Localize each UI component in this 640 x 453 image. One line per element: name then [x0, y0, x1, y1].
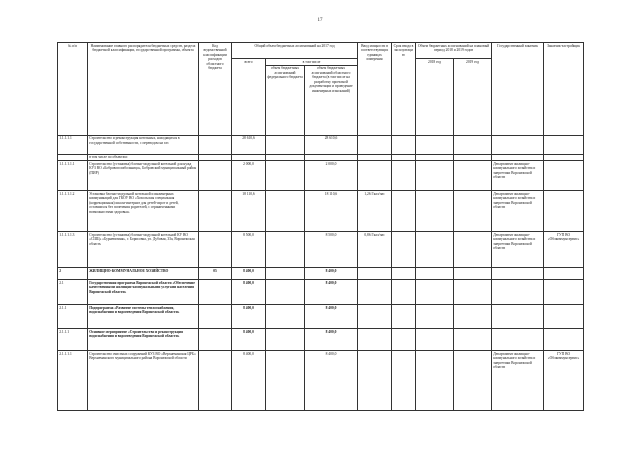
table-row — [58, 161, 584, 191]
table-header — [58, 43, 584, 136]
cell-code — [199, 191, 232, 232]
cell-all: 8 400,0 — [232, 268, 266, 280]
cell-customer — [492, 280, 544, 305]
table-body — [58, 135, 584, 411]
cell-2018 — [416, 154, 454, 161]
cell-capacity — [358, 161, 392, 191]
cell-term — [392, 280, 416, 305]
cell-builder — [544, 135, 584, 154]
cell-fed — [266, 268, 305, 280]
cell-all: 8 400,0 — [232, 280, 266, 305]
cell-builder — [544, 268, 584, 280]
cell-2018 — [416, 268, 454, 280]
cell-code — [199, 154, 232, 161]
header-builder: Заказчик-застройщик — [544, 43, 584, 136]
cell-fed — [266, 329, 305, 351]
table-row — [58, 280, 584, 305]
cell-2019 — [454, 329, 492, 351]
cell-2019 — [454, 191, 492, 232]
cell-capacity — [358, 351, 392, 411]
cell-fed — [266, 351, 305, 411]
cell-2019 — [454, 280, 492, 305]
cell-fed — [266, 135, 305, 154]
cell-builder — [544, 280, 584, 305]
header-obl: объем бюджетных ассигнований областного бюджета (в том числе на разработку проектной документации и проведение инженерных изысканий) — [305, 65, 358, 135]
cell-name: Строительство (установка) блочно-модульной котельной для нужд КУЗ ВО «Бобровопсихбольница», Бобровский муниципальный район (ПИР) — [88, 161, 199, 191]
table-row — [58, 191, 584, 232]
cell-capacity — [358, 135, 392, 154]
cell-2018 — [416, 191, 454, 232]
cell-obl: 8 400,0 — [305, 305, 358, 329]
cell-obl: 2 000,0 — [305, 161, 358, 191]
cell-customer — [492, 268, 544, 280]
cell-customer: Департамент жилищно-коммунального хозяйства и энергетики Воронежской области — [492, 191, 544, 232]
cell-builder: ГУП ВО «Облкоммунсервис» — [544, 351, 584, 411]
header-incl: в том числе — [266, 59, 358, 66]
cell-code — [199, 280, 232, 305]
cell-2019 — [454, 135, 492, 154]
cell-2019 — [454, 351, 492, 411]
cell-2018 — [416, 161, 454, 191]
cell-num: 1.1.1.1.1 — [58, 135, 88, 154]
cell-name: ЖИЛИЩНО-КОММУНАЛЬНОЕ ХОЗЯЙСТВО — [88, 268, 199, 280]
cell-name: Строительство очистных сооружений КУЗ ВО «Верхнеманская ЦРБ» Верхнеманского муниципального района Воронежской области — [88, 351, 199, 411]
cell-fed — [266, 161, 305, 191]
cell-num: 2.1 — [58, 280, 88, 305]
cell-obl — [305, 154, 358, 161]
cell-num: 2 — [58, 268, 88, 280]
cell-capacity — [358, 268, 392, 280]
header-num: № п/п — [58, 43, 88, 136]
cell-all: 8 400,0 — [232, 351, 266, 411]
cell-term — [392, 268, 416, 280]
cell-name: в том числе по объектам: — [88, 154, 199, 161]
header-name: Наименование главного распорядителя бюджетных средств, раздела бюджетной классификации, государственной программы, объекта — [88, 43, 199, 136]
cell-all — [232, 154, 266, 161]
header-plan: Объем бюджетных ассигнований на плановый период 2018 и 2019 годов — [416, 43, 492, 59]
cell-obl: 8 400,0 — [305, 329, 358, 351]
cell-term — [392, 305, 416, 329]
cell-all: 8 400,0 — [232, 329, 266, 351]
header-code: Код ведомственной классификации расходов областного бюджета — [199, 43, 232, 136]
cell-num: 2.1.1.1 — [58, 329, 88, 351]
cell-capacity — [358, 280, 392, 305]
header-customer: Государственный заказчик — [492, 43, 544, 136]
cell-all: 8 400,0 — [232, 305, 266, 329]
header-2018: 2018 год — [416, 59, 454, 136]
cell-name: Установка блочно-модульной котельной и инженерных коммуникаций для ГКОУ ВО «Хохольская специальная (коррекционная) школа-интернат для детей-сирот и детей, оставшихся без попечения родителей, с ограниченными возможностями здоровья» — [88, 191, 199, 232]
cell-term — [392, 351, 416, 411]
header-capacity: Ввод мощности в соответствующих единицах измерения — [358, 43, 392, 136]
cell-builder — [544, 191, 584, 232]
cell-2019 — [454, 232, 492, 268]
cell-customer: Департамент жилищно-коммунального хозяйства и энергетики Воронежской области — [492, 161, 544, 191]
cell-builder: ГУП ВО «Облкоммунсервис» — [544, 232, 584, 268]
cell-obl: 8 400,0 — [305, 351, 358, 411]
table-row — [58, 305, 584, 329]
cell-num: 1.1.1.1.1.2 — [58, 191, 88, 232]
cell-customer — [492, 135, 544, 154]
cell-fed — [266, 305, 305, 329]
cell-obl: 8 400,0 — [305, 280, 358, 305]
cell-2019 — [454, 305, 492, 329]
cell-capacity — [358, 329, 392, 351]
table-row — [58, 135, 584, 154]
cell-code: 05 — [199, 268, 232, 280]
cell-2019 — [454, 154, 492, 161]
cell-2018 — [416, 351, 454, 411]
table-row — [58, 351, 584, 411]
cell-code — [199, 135, 232, 154]
cell-capacity — [358, 154, 392, 161]
table-row — [58, 268, 584, 280]
cell-obl: 8 500,0 — [305, 232, 358, 268]
cell-customer — [492, 305, 544, 329]
cell-code — [199, 351, 232, 411]
cell-2018 — [416, 329, 454, 351]
header-2019: 2019 год — [454, 59, 492, 136]
header-term: Срок ввода в эксплуатацию — [392, 43, 416, 136]
cell-obl: 28 610,6 — [305, 135, 358, 154]
cell-fed — [266, 154, 305, 161]
cell-name: Государственная программа Воронежской области «Обеспечение качественными жилищно-коммунальными услугами населения Воронежской области» — [88, 280, 199, 305]
header-total-2017: Общий объем бюджетных ассигнований на 2017 год — [232, 43, 358, 59]
cell-num: 1.1.1.1.1.1 — [58, 161, 88, 191]
cell-customer — [492, 154, 544, 161]
cell-fed — [266, 191, 305, 232]
cell-name: Подпрограмма «Развитие системы теплоснабжения, водоснабжения и водоотведения Воронежской области» — [88, 305, 199, 329]
cell-capacity: 0,86 Гкал/час — [358, 232, 392, 268]
table-row — [58, 329, 584, 351]
cell-builder — [544, 161, 584, 191]
cell-2019 — [454, 268, 492, 280]
cell-code — [199, 161, 232, 191]
page-number: 17 — [317, 18, 323, 23]
cell-name: Основное мероприятие «Строительство и реконструкция водоснабжения и водоотведения Воронежской области» — [88, 329, 199, 351]
cell-term — [392, 135, 416, 154]
cell-capacity — [358, 305, 392, 329]
cell-2018 — [416, 135, 454, 154]
cell-builder — [544, 154, 584, 161]
cell-obl: 18 110,6 — [305, 191, 358, 232]
cell-term — [392, 154, 416, 161]
cell-capacity: 1,26 Гкал/час — [358, 191, 392, 232]
cell-fed — [266, 280, 305, 305]
cell-code — [199, 329, 232, 351]
cell-num: 1.1.1.1.1.3 — [58, 232, 88, 268]
cell-term — [392, 191, 416, 232]
cell-name: Строительство (установка) блочно-модульной котельной КУ ВО «СШЦ» «Бурневатиня», г. Борисовка, ул. Дубовая, 33а, Воронежская область — [88, 232, 199, 268]
cell-all: 28 610,6 — [232, 135, 266, 154]
cell-code — [199, 232, 232, 268]
cell-num — [58, 154, 88, 161]
cell-fed — [266, 232, 305, 268]
cell-num: 2.1.1 — [58, 305, 88, 329]
cell-code — [199, 305, 232, 329]
cell-obl: 8 400,0 — [305, 268, 358, 280]
cell-customer: Департамент жилищно-коммунального хозяйства и энергетики Воронежской области — [492, 351, 544, 411]
cell-all: 18 110,6 — [232, 191, 266, 232]
cell-term — [392, 329, 416, 351]
cell-2019 — [454, 161, 492, 191]
cell-term — [392, 161, 416, 191]
cell-customer: Департамент жилищно-коммунального хозяйства и энергетики Воронежской области — [492, 232, 544, 268]
cell-num: 2.1.1.1.1 — [58, 351, 88, 411]
cell-2018 — [416, 305, 454, 329]
cell-builder — [544, 305, 584, 329]
cell-all: 8 500,0 — [232, 232, 266, 268]
cell-all: 2 000,0 — [232, 161, 266, 191]
header-all: всего — [232, 59, 266, 136]
cell-2018 — [416, 280, 454, 305]
cell-term — [392, 232, 416, 268]
cell-builder — [544, 329, 584, 351]
header-fed: объем бюджетных ассигнований федерального бюджета — [266, 65, 305, 135]
budget-table — [57, 42, 584, 411]
cell-2018 — [416, 232, 454, 268]
table-row — [58, 232, 584, 268]
table-row — [58, 154, 584, 161]
cell-name: Строительство и реконструкция котельных, находящихся в государственной собственности, с переводом на газ — [88, 135, 199, 154]
cell-customer — [492, 329, 544, 351]
